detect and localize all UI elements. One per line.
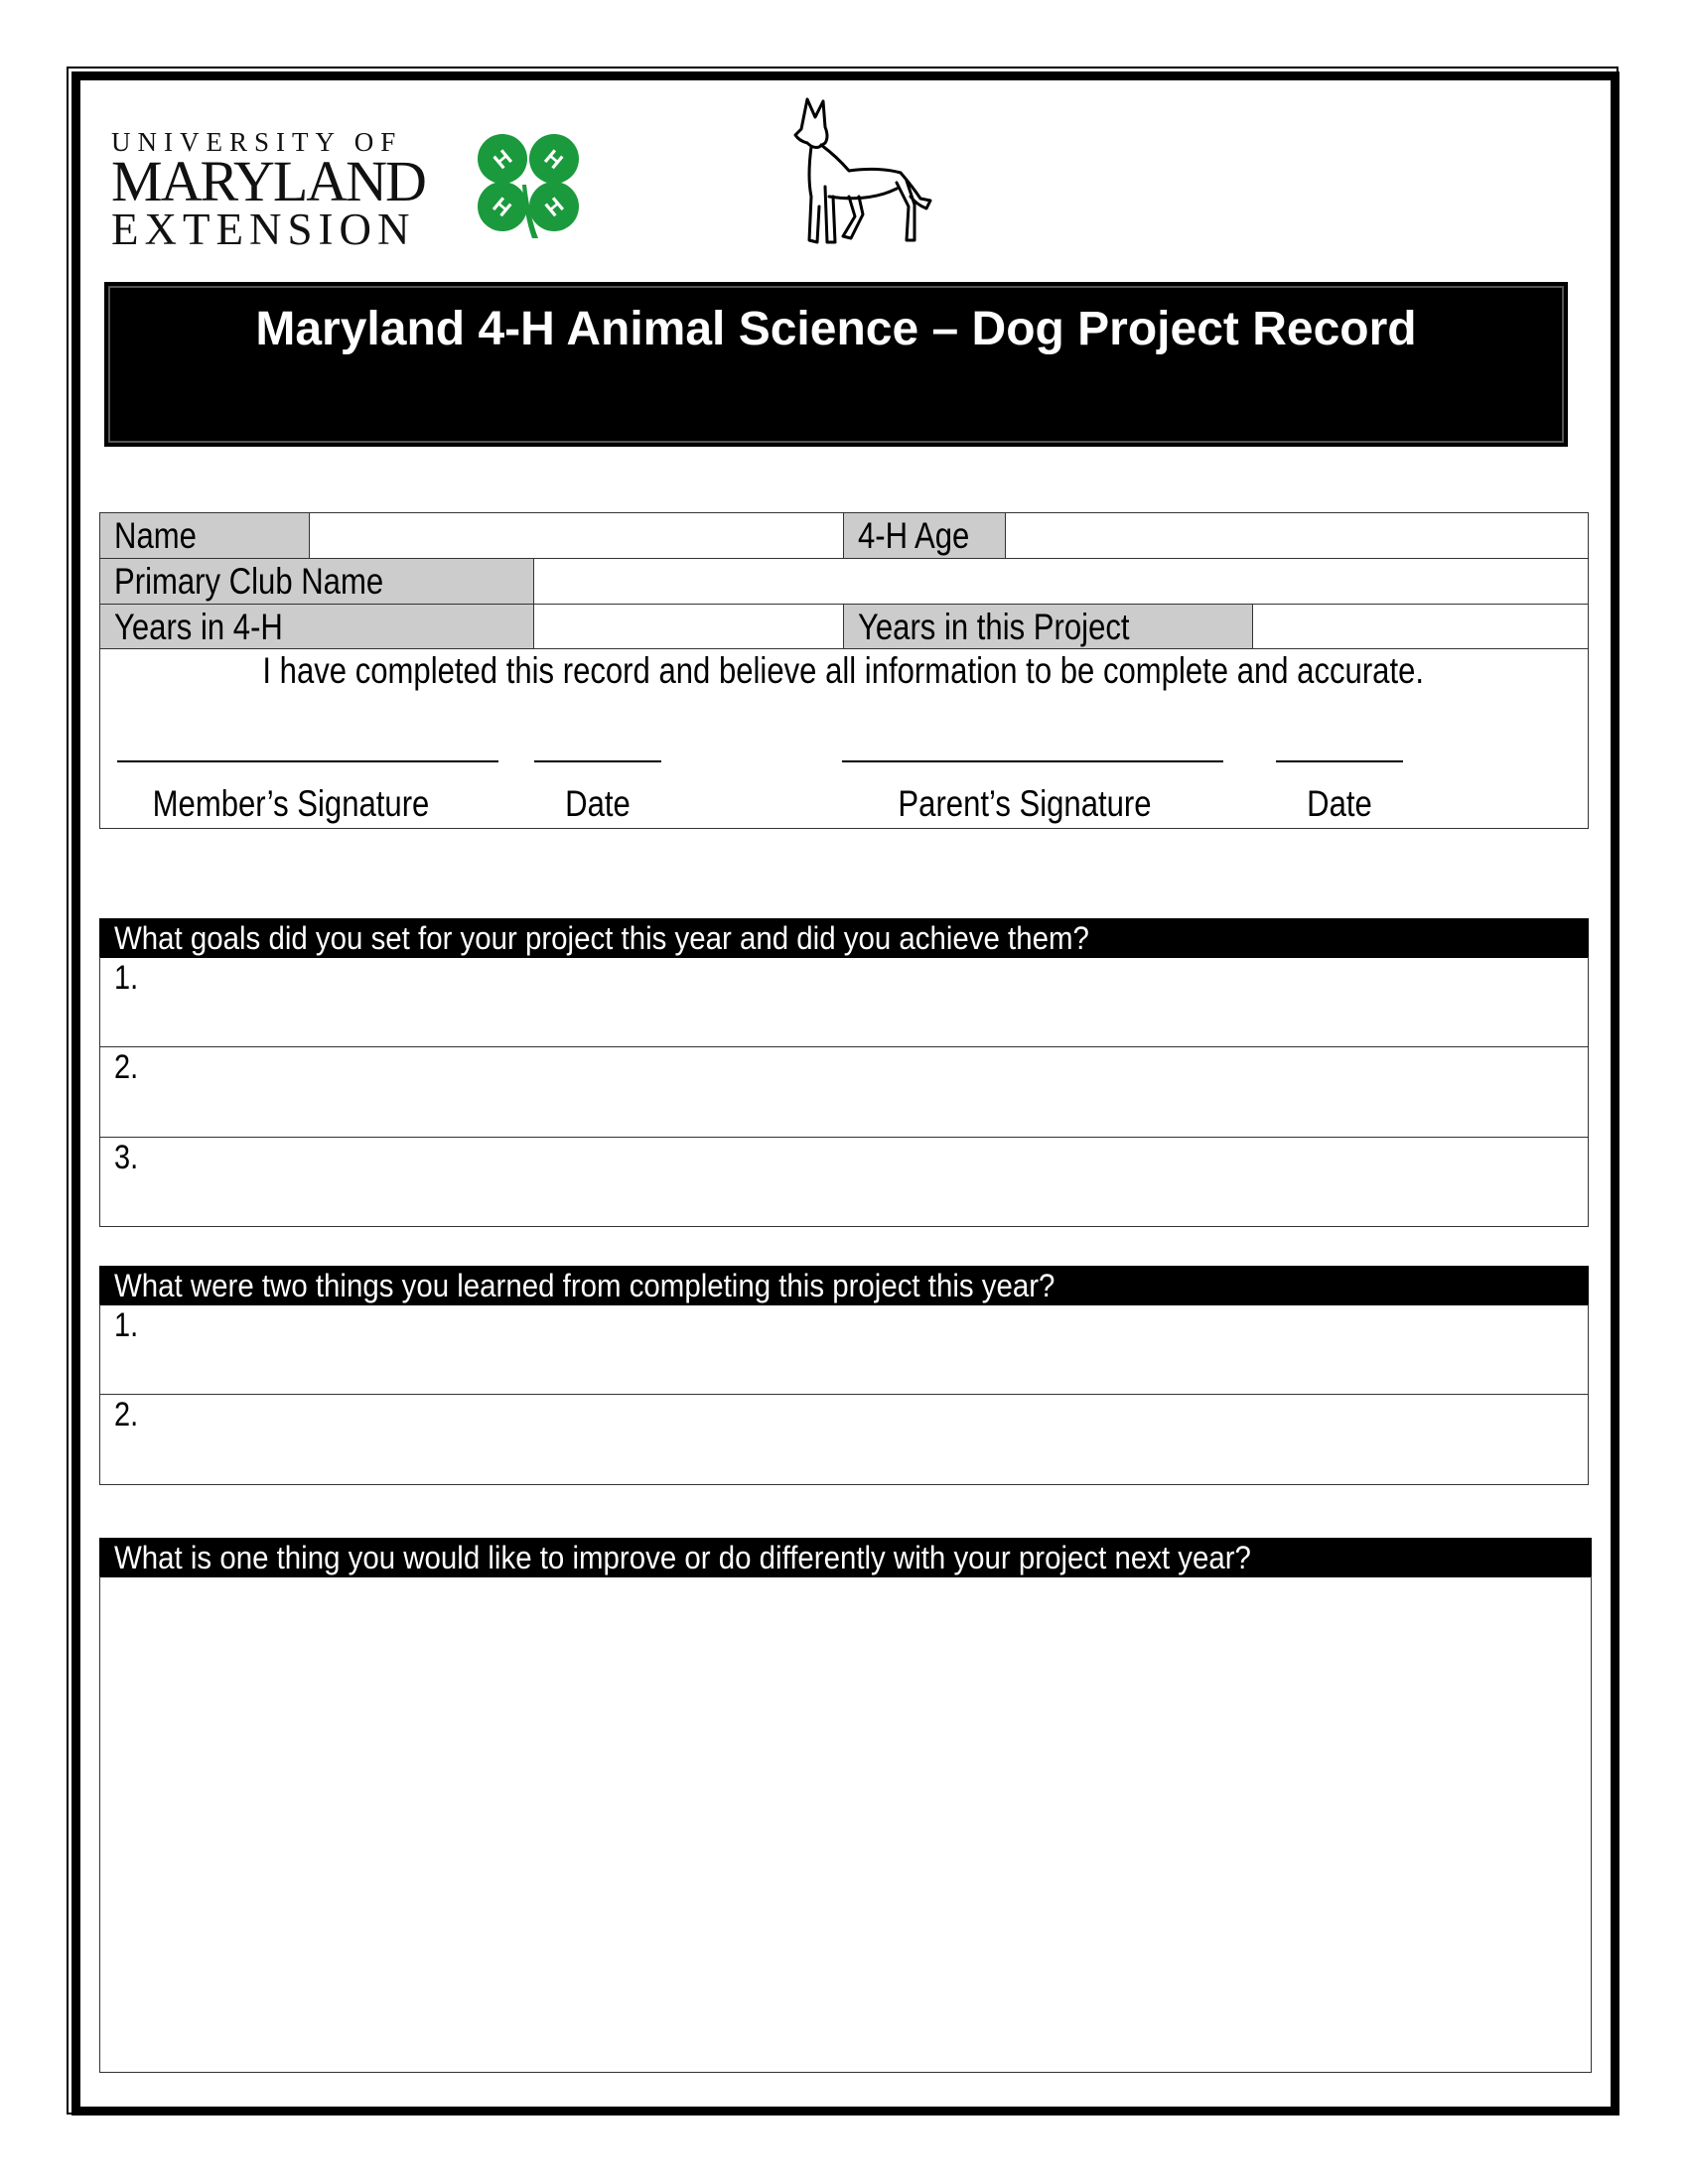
member-date-label: Date [565, 783, 631, 824]
goal-number: 3. [114, 1139, 139, 1176]
goal-number: 2. [114, 1048, 139, 1086]
goal-row-2[interactable] [99, 1046, 1589, 1138]
4h-clover-icon [473, 129, 584, 240]
learned-number: 1. [114, 1306, 139, 1344]
name-field[interactable] [309, 512, 844, 559]
parent-date-label: Date [1307, 783, 1372, 824]
parent-signature-label: Parent’s Signature [898, 783, 1152, 824]
goal-row-1[interactable] [99, 957, 1589, 1047]
learned-row-2[interactable] [99, 1394, 1589, 1485]
project-years-label-cell [843, 604, 1253, 649]
member-date-line[interactable] [534, 760, 661, 762]
certification-text: I have completed this record and believe all information to be complete and accurate. [262, 650, 1425, 691]
member-signature-line[interactable] [117, 760, 498, 762]
title-banner [104, 282, 1568, 447]
svg-text:H: H [489, 144, 517, 175]
project-years-field[interactable] [1252, 604, 1589, 649]
age-label: 4-H Age [858, 515, 970, 556]
svg-text:H: H [539, 144, 568, 175]
club-label: Primary Club Name [114, 561, 384, 602]
learned-question-header [99, 1266, 1589, 1305]
years-label-cell [99, 604, 534, 649]
name-label: Name [114, 515, 197, 556]
certification-statement [99, 650, 1588, 692]
svg-text:H: H [488, 192, 516, 222]
improve-answer-box[interactable] [99, 1576, 1592, 2073]
goals-question-header [99, 918, 1589, 958]
goal-number: 1. [114, 959, 139, 997]
years-label: Years in 4-H [114, 607, 283, 647]
goal-row-3[interactable] [99, 1137, 1589, 1227]
parent-signature-line[interactable] [842, 760, 1223, 762]
learned-number: 2. [114, 1396, 139, 1433]
years-field[interactable] [533, 604, 844, 649]
parent-date-line[interactable] [1276, 760, 1403, 762]
age-field[interactable] [1005, 512, 1589, 559]
project-years-label: Years in this Project [858, 607, 1130, 647]
age-label-cell [843, 512, 1006, 559]
learned-question: What were two things you learned from completing this project this year? [114, 1268, 1055, 1303]
logo-line-2: MARYLAND [111, 149, 425, 213]
learned-row-1[interactable] [99, 1304, 1589, 1395]
member-signature-label: Member’s Signature [152, 783, 430, 824]
improve-question-header [99, 1538, 1592, 1577]
club-label-cell [99, 558, 534, 605]
dog-illustration-icon [789, 97, 943, 246]
improve-question: What is one thing you would like to improve or do differently with your project next year? [114, 1540, 1251, 1575]
goals-question: What goals did you set for your project this year and did you achieve them? [114, 920, 1089, 956]
umd-extension-logo [111, 127, 449, 252]
page-title: Maryland 4-H Animal Science – Dog Project Record [255, 303, 1417, 355]
club-name-field[interactable] [533, 558, 1589, 605]
svg-text:H: H [540, 192, 569, 222]
logo-line-1: UNIVERSITY OF [111, 127, 403, 157]
logo-line-3: EXTENSION [111, 205, 416, 254]
name-label-cell [99, 512, 310, 559]
